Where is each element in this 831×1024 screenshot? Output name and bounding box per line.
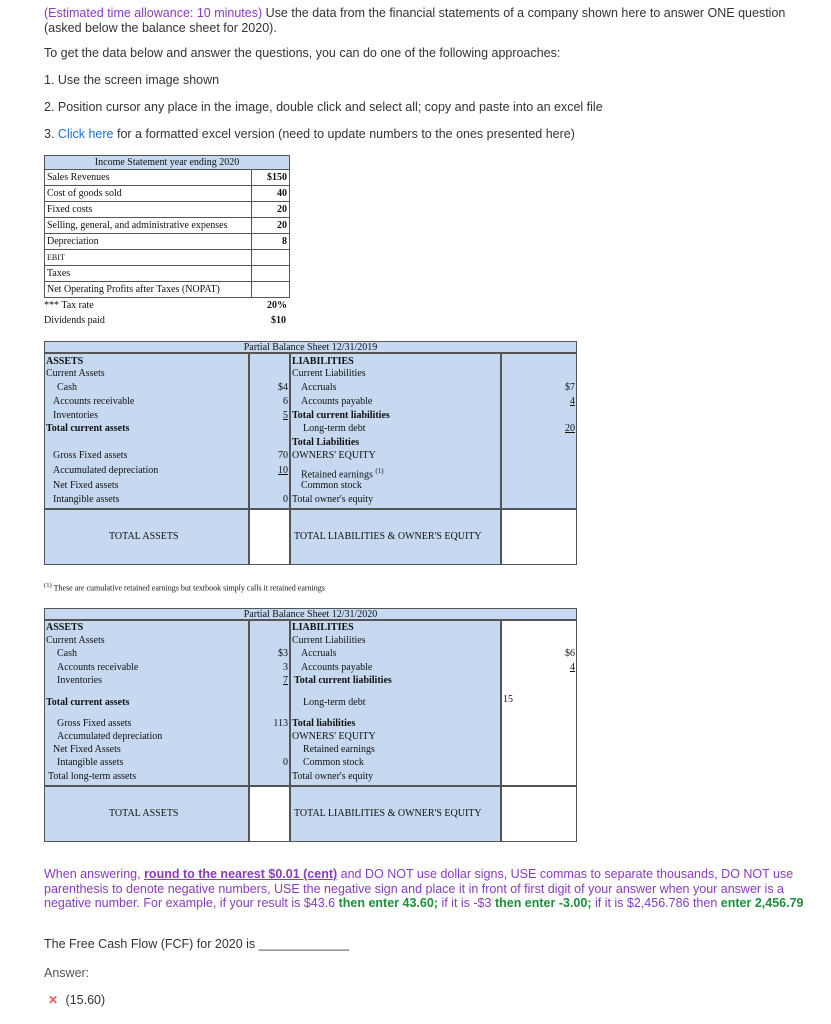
step-3: 3. Click here for a formatted excel version (need to update numbers to the ones presented here) xyxy=(44,127,575,141)
assets-header: ASSETS xyxy=(46,356,84,367)
liabilities-header: LIABILITIES xyxy=(292,356,354,367)
income-statement-title: Income Statement year ending 2020 xyxy=(44,155,290,170)
question-text: The Free Cash Flow (FCF) for 2020 is _____________ xyxy=(44,937,350,951)
table-row: Taxes xyxy=(44,266,290,282)
balance-sheet-2020: Partial Balance Sheet 12/31/2020 ASSETS Current Assets Cash Accounts receivable Inventories Total current assets Gross Fixed assets Accumulated depreciation Net Fixed Assets Intangible assets Total long-term assets TOTAL ASSETS $3 3 7 113 0 LIABILITIES Current Liabilities Accruals Accounts payable Total current liabilities Long-term debt Total liabilities OWNERS' EQUITY Retained earnings Common stock Total owner's equity TOTAL LIABILITIES & OWNER'S EQUITY 15 $6 4 xyxy=(44,608,577,842)
bs2019-title: Partial Balance Sheet 12/31/2019 xyxy=(44,341,577,353)
time-note: (Estimated time allowance: 10 minutes) xyxy=(44,6,263,20)
table-row: Depreciation 8 xyxy=(44,234,290,250)
table-row: Cost of goods sold 40 xyxy=(44,186,290,202)
approaches-intro: To get the data below and answer the questions, you can do one of the following approaches: xyxy=(44,46,561,60)
footnote: $^{(1)}$ These are cumulative retained earnings but textbook simply calls it retained earnings xyxy=(44,582,325,593)
tax-rate-label: *** Tax rate xyxy=(44,300,94,311)
dividends-value: $10 xyxy=(271,315,286,326)
step-2: 2. Position cursor any place in the image, double click and select all; copy and paste into an excel file xyxy=(44,100,603,114)
bs2020-title: Partial Balance Sheet 12/31/2020 xyxy=(44,608,577,620)
income-statement-table xyxy=(44,155,290,298)
answer-value: (15.60) xyxy=(65,993,106,1007)
table-row: Net Operating Profits after Taxes (NOPAT) xyxy=(44,282,290,298)
table-row: Fixed costs 20 xyxy=(44,202,290,218)
balance-sheet-2019: Partial Balance Sheet 12/31/2019 ASSETS Current Assets Cash Accounts receivable Inventories Total current assets Gross Fixed assets Accumulated depreciation Net Fixed assets Intangible assets TOTAL ASSETS $4 6 5 70 10 0 LIABILITIES Current Liabilities Accruals Accounts payable Total current liabilities Long-term debt Total Liabilities OWNERS' EQUITY Retained earnings $^{(1)}$ Common stock Total owner's equity TOTAL LIABILITIES & OWNER'S EQUITY $7 4 20 xyxy=(44,341,577,565)
rounding-instructions: When answering, round to the nearest $0.01 (cent) and DO NOT use dollar signs, USE commas to separate thousands, DO NOT use parenthesis to denote negative numbers, USE the negative sign and place it in front of first digit of your answer when your answer is a negative number. For example, if your result is $43.6 then enter 43.60; if it is -$3 then enter -3.00; if it is $2,456.786 then enter 2,456.79 xyxy=(44,867,804,910)
table-row: Sales Revenues $150 xyxy=(44,170,290,186)
step-1: 1. Use the screen image shown xyxy=(44,73,220,87)
tax-rate-value: 20% xyxy=(267,300,287,311)
x-mark-icon: ✕ xyxy=(48,993,59,1007)
instruction-text: Use the data from the financial statements of a company shown here to answer ONE question (asked below the balance sheet for 2020). xyxy=(44,6,786,35)
dividends-label: Dividends paid xyxy=(44,315,105,326)
answer-label: Answer: xyxy=(44,966,90,980)
table-row: Selling, general, and administrative expenses 20 xyxy=(44,218,290,234)
intro-paragraph xyxy=(44,6,804,36)
excel-link[interactable]: Click here xyxy=(57,127,114,141)
table-row: EBIT xyxy=(44,250,290,266)
answer-field[interactable] xyxy=(48,993,105,1008)
